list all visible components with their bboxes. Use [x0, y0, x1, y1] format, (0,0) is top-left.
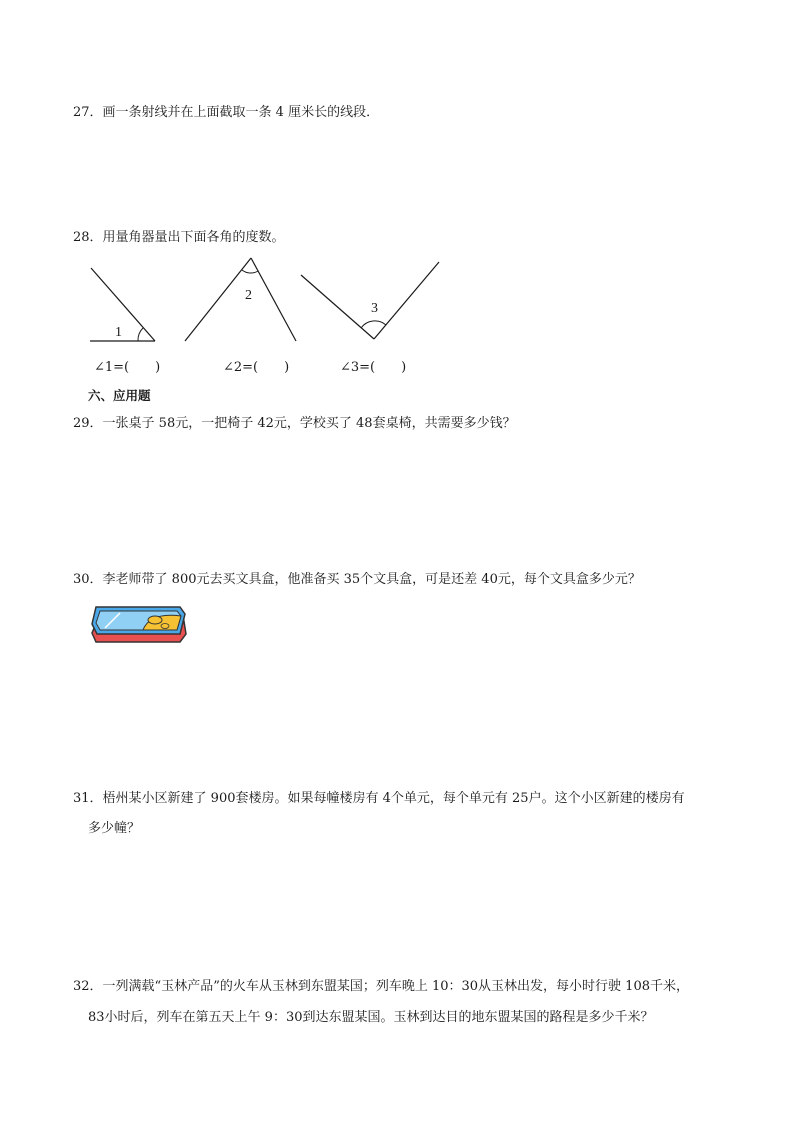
angle-3-number: 3	[371, 301, 378, 316]
question-29: 29．一张桌子 58元，一把椅子 42元，学校买了 48套桌椅，共需要多少钱？	[73, 416, 516, 431]
angle-2-answer: ∠2=( )	[223, 360, 290, 375]
section-title: 六、应用题	[88, 388, 151, 403]
angle-2-number: 2	[245, 288, 252, 303]
question-30: 30．李老师带了 800元去买文具盒，他准备买 35个文具盒，可是还差 40元，每个文具盒多少元？	[73, 572, 641, 587]
pencil-case-icon	[92, 607, 186, 642]
angle-3-figure	[301, 262, 439, 339]
question-28: 28．用量角器量出下面各角的度数。	[73, 230, 285, 245]
angle-3-answer: ∠3=( )	[340, 360, 407, 375]
question-32-line-2: 83小时后，列车在第五天上午 9：30到达东盟某国。玉林到达目的地东盟某国的路程是多少千米？	[88, 1010, 654, 1025]
angle-1-answer: ∠1=( )	[94, 360, 161, 375]
angle-1-figure	[90, 268, 155, 341]
angle-2-figure	[185, 258, 296, 341]
question-31-line-1: 31．梧州某小区新建了 900套楼房。如果每幢楼房有 4个单元，每个单元有 25户。这个小区新建的楼房有	[73, 791, 685, 806]
question-32-line-1: 32．一列满载“玉林产品”的火车从玉林到东盟某国；列车晚上 10：30从玉林出发，每小时行驶 108千米，	[73, 979, 689, 994]
question-31-line-2: 多少幢？	[88, 821, 141, 836]
angle-1-number: 1	[115, 325, 122, 340]
question-27: 27．画一条射线并在上面截取一条 4 厘米长的线段．	[73, 105, 380, 120]
